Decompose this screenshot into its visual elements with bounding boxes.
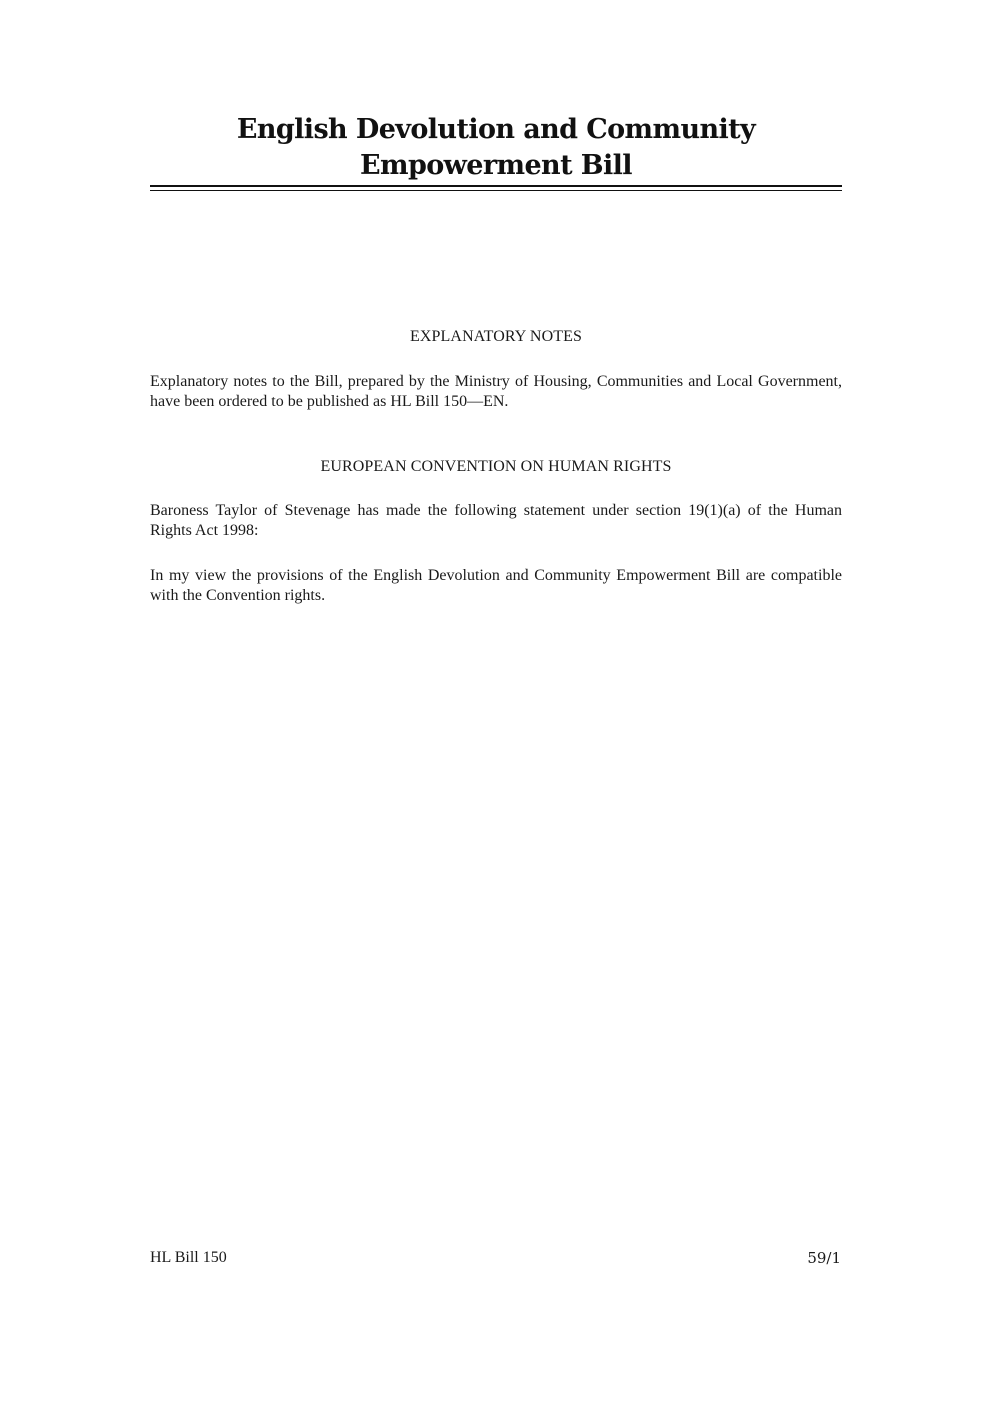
title-rule-thick	[150, 185, 842, 187]
echr-compatibility-paragraph: In my view the provisions of the English Devolution and Community Empowerment Bill are compatible with the Convention rights.	[150, 567, 842, 604]
explanatory-notes-paragraph: Explanatory notes to the Bill, prepared by the Ministry of Housing, Communities and Local Government, have been ordered to be published as HL Bill 150—EN.	[150, 373, 842, 410]
document-title: English Devolution and Community Empowerment Bill	[236, 114, 756, 181]
explanatory-notes-heading: EXPLANATORY NOTES	[410, 328, 582, 345]
echr-statement-paragraph: Baroness Taylor of Stevenage has made the following statement under section 19(1)(a) of the Human Rights Act 1998:	[150, 502, 842, 539]
title-rule-thin	[150, 190, 842, 191]
echr-heading: EUROPEAN CONVENTION ON HUMAN RIGHTS	[320, 458, 672, 475]
title-block	[150, 112, 842, 184]
footer-page-reference: 59/1	[807, 1249, 841, 1267]
footer-bill-number: HL Bill 150	[150, 1249, 227, 1266]
